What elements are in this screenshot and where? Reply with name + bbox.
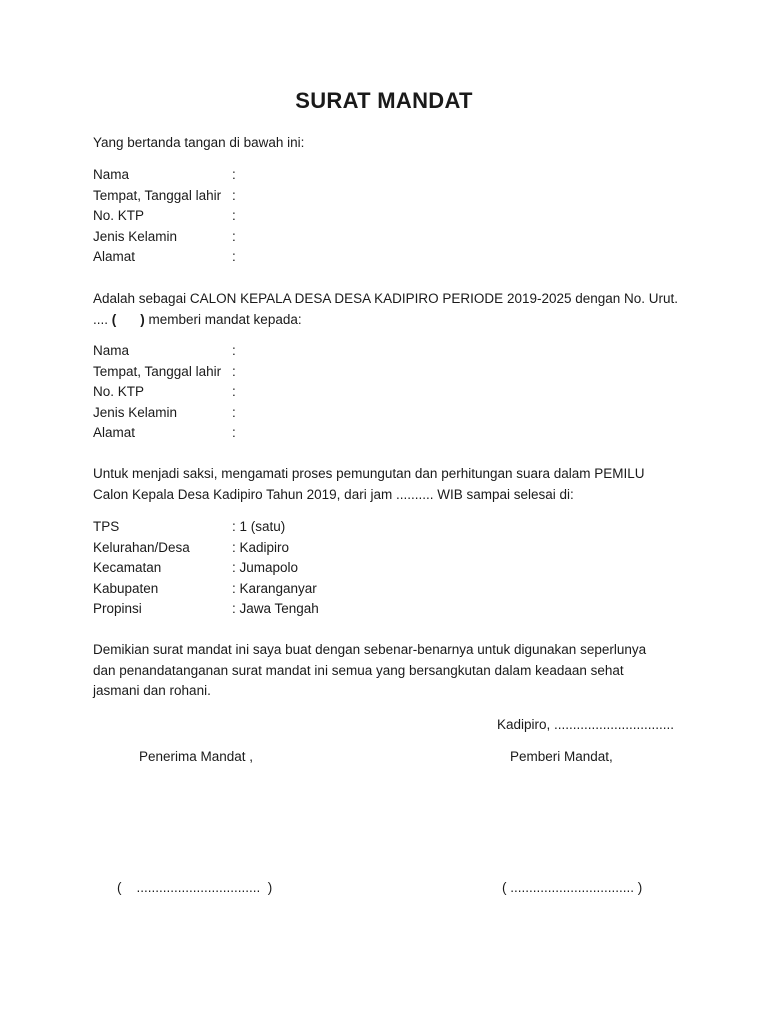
field-colon: : <box>232 384 236 399</box>
number-dots: .... <box>93 312 112 327</box>
field-colon: : <box>232 188 236 203</box>
location-value: : Jumapolo <box>232 560 299 575</box>
field-label: Jenis Kelamin <box>93 229 178 244</box>
closing-paragraph-line-1: Demikian surat mandat ini saya buat dengan sebenar-benarnya untuk digunakan seperlunya <box>93 642 647 657</box>
field-colon: : <box>232 229 236 244</box>
field-colon: : <box>232 208 236 223</box>
place-date: Kadipiro, ................................ <box>496 717 674 732</box>
location-value: : Kadipiro <box>232 540 290 555</box>
field-label: Alamat <box>93 249 136 264</box>
location-label: Kecamatan <box>93 560 162 575</box>
witness-paragraph-line-2: Calon Kepala Desa Kadipiro Tahun 2019, dari jam .......... WIB sampai selesai di: <box>93 487 574 502</box>
field-colon: : <box>232 167 236 182</box>
location-label: Propinsi <box>93 601 142 616</box>
closing-paragraph-line-2: dan penandatanganan surat mandat ini semua yang bersangkutan dalam keadaan sehat <box>93 663 624 678</box>
recipient-signature-label: Penerima Mandat , <box>139 749 254 764</box>
field-label: Tempat, Tanggal lahir <box>93 188 222 203</box>
document-title: SURAT MANDAT <box>295 88 473 113</box>
intro-text: Yang bertanda tangan di bawah ini: <box>93 135 305 150</box>
mandate-phrase: memberi mandat kepada: <box>144 312 302 327</box>
location-label: Kelurahan/Desa <box>93 540 190 555</box>
giver-signature-label: Pemberi Mandat, <box>510 749 613 764</box>
candidate-paragraph-line-1: Adalah sebagai CALON KEPALA DESA DESA KADIPIRO PERIODE 2019-2025 dengan No. Urut. <box>93 291 679 306</box>
recipient-signature-line: ( ................................. ) <box>117 880 273 895</box>
closing-paragraph-line-3: jasmani dan rohani. <box>93 683 211 698</box>
field-label: Nama <box>93 343 130 358</box>
field-colon: : <box>232 425 236 440</box>
field-colon: : <box>232 405 236 420</box>
witness-paragraph-line-1: Untuk menjadi saksi, mengamati proses pemungutan dan perhitungan suara dalam PEMILU <box>93 466 645 481</box>
field-colon: : <box>232 364 236 379</box>
field-label: Jenis Kelamin <box>93 405 178 420</box>
field-label: No. KTP <box>93 384 145 399</box>
field-label: Nama <box>93 167 130 182</box>
location-value: : Karanganyar <box>232 581 317 596</box>
location-value: : 1 (satu) <box>232 519 286 534</box>
field-label: Alamat <box>93 425 136 440</box>
location-value: : Jawa Tengah <box>232 601 319 616</box>
number-close-paren: ) <box>140 312 145 327</box>
candidate-paragraph-line-2 <box>93 310 302 330</box>
field-colon: : <box>232 343 236 358</box>
field-label: Tempat, Tanggal lahir <box>93 364 222 379</box>
number-open-paren: ( <box>111 312 117 327</box>
field-colon: : <box>232 249 236 264</box>
location-label: Kabupaten <box>93 581 159 596</box>
location-label: TPS <box>93 519 120 534</box>
giver-signature-line: ( ................................. ) <box>502 880 643 895</box>
field-label: No. KTP <box>93 208 145 223</box>
